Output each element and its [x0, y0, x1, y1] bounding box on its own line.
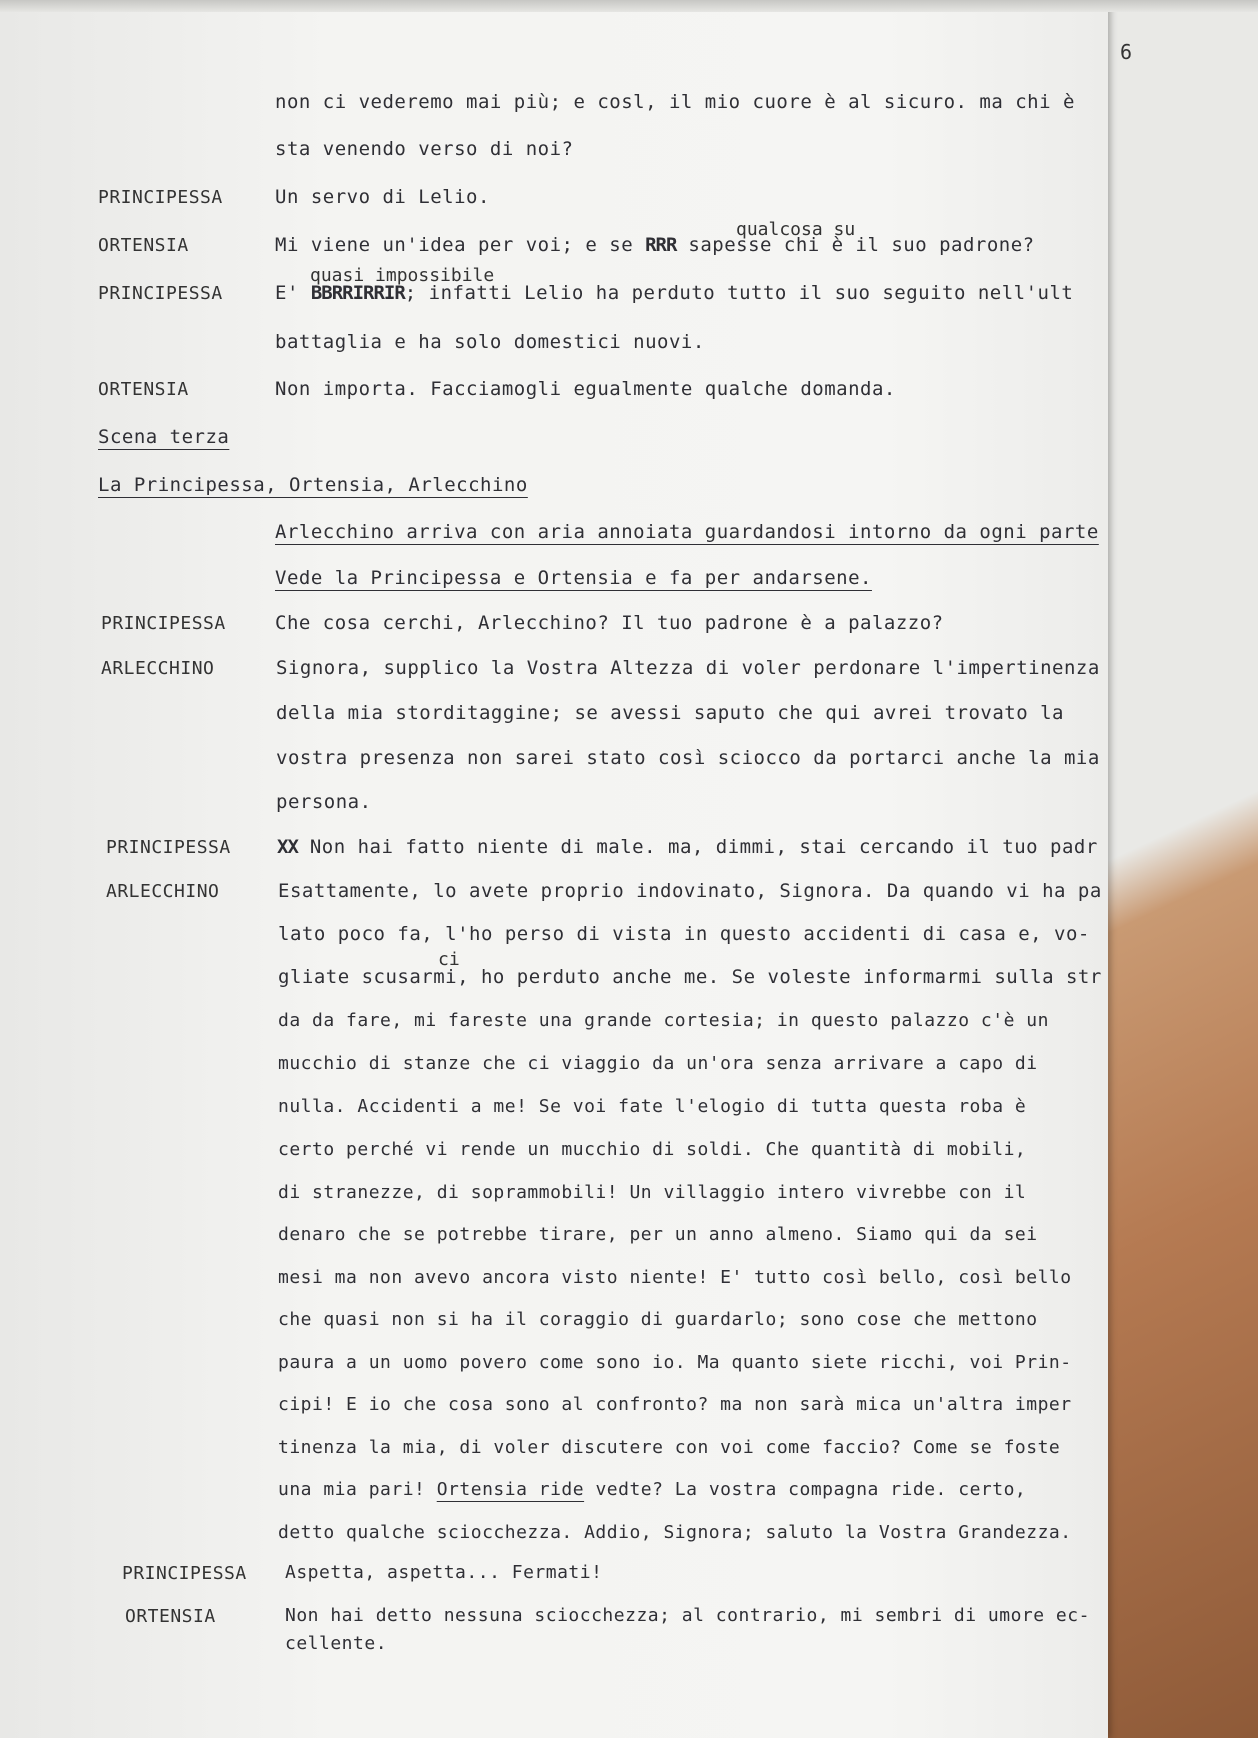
script-line: detto qualche sciocchezza. Addio, Signora; saluto la Vostra Grandezza.: [278, 1522, 1072, 1543]
speaker-name: PRINCIPESSA: [106, 837, 231, 858]
script-line: E' BBRRIRRIR; infatti Lelio ha perduto tutto il suo seguito nell'ult: [275, 282, 1074, 304]
handwritten-insertion: quasi impossibile: [310, 265, 495, 286]
script-line: che quasi non si ha il coraggio di guardarlo; sono cose che mettono: [278, 1309, 1038, 1330]
speaker-name: ORTENSIA: [125, 1606, 216, 1627]
speaker-name: ORTENSIA: [98, 235, 189, 256]
struck-text: RRR: [645, 234, 677, 256]
script-line: da da fare, mi fareste una grande cortesia; in questo palazzo c'è un: [278, 1010, 1049, 1031]
page-number: 6: [1120, 40, 1133, 64]
script-line: Non importa. Facciamogli egualmente qualche domanda.: [275, 378, 896, 400]
script-line: della mia storditaggine; se avessi saputo che qui avrei trovato la: [276, 702, 1064, 724]
scene-heading: Scena terza: [98, 426, 230, 448]
script-line: certo perché vi rende un mucchio di soldi. Che quantità di mobili,: [278, 1139, 1027, 1160]
script-line: lato poco fa, l'ho perso di vista in questo accidenti di casa e, vo-: [278, 923, 1090, 945]
handwritten-insertion: ci: [438, 949, 460, 970]
speaker-name: PRINCIPESSA: [98, 187, 223, 208]
script-line: Esattamente, lo avete proprio indovinato, Signora. Da quando vi ha pa: [278, 880, 1102, 902]
struck-text: BBRRIRRIR: [310, 282, 405, 304]
script-line: persona.: [276, 791, 372, 813]
script-line: denaro che se potrebbe tirare, per un anno almeno. Siamo qui da sei: [278, 1224, 1038, 1245]
stage-direction: Vede la Principessa e Ortensia e fa per andarsene.: [275, 567, 872, 589]
script-line: Un servo di Lelio.: [275, 186, 490, 208]
struck-text: XX: [277, 836, 298, 858]
script-line: Che cosa cerchi, Arlecchino? Il tuo padrone è a palazzo?: [275, 612, 944, 634]
script-line: di stranezze, di soprammobili! Un villaggio intero vivrebbe con il: [278, 1182, 1027, 1203]
speaker-name: PRINCIPESSA: [101, 613, 226, 634]
script-line: Mi viene un'idea per voi; e se RRR sapesse chi è il suo padrone?: [275, 234, 1035, 256]
script-line: paura a un uomo povero come sono io. Ma quanto siete ricchi, voi Prin-: [278, 1352, 1072, 1373]
speaker-name: PRINCIPESSA: [122, 1563, 247, 1584]
script-line: XX Non hai fatto niente di male. ma, dimmi, stai cercando il tuo padr: [277, 836, 1098, 858]
script-line: battaglia e ha solo domestici nuovi.: [275, 331, 705, 353]
page-top-edge: [0, 0, 1258, 12]
script-line: mesi ma non avevo ancora visto niente! E' tutto così bello, così bello: [278, 1267, 1072, 1288]
underlined-stage-direction: Ortensia ride: [436, 1479, 585, 1500]
script-line: Non hai detto nessuna sciocchezza; al contrario, mi sembri di umore ec-: [285, 1605, 1090, 1626]
script-line: vostra presenza non sarei stato così sciocco da portarci anche la mia: [276, 747, 1100, 769]
script-line: gliate scusarmi, ho perduto anche me. Se voleste informarmi sulla str: [278, 966, 1102, 988]
script-line: non ci vederemo mai più; e cosl, il mio cuore è al sicuro. ma chi è: [275, 91, 1075, 113]
script-line: cellente.: [285, 1633, 388, 1654]
stage-direction: Arlecchino arriva con aria annoiata guardandosi intorno da ogni parte: [275, 521, 1099, 543]
speaker-name: ORTENSIA: [98, 379, 189, 400]
script-line: nulla. Accidenti a me! Se voi fate l'elogio di tutta questa roba è: [278, 1096, 1027, 1117]
script-line: sta venendo verso di noi?: [275, 138, 574, 160]
script-line: Aspetta, aspetta... Fermati!: [285, 1562, 603, 1583]
speaker-name: ARLECCHINO: [106, 881, 220, 902]
script-line: tinenza la mia, di voler discutere con voi come faccio? Come se foste: [278, 1437, 1061, 1458]
script-line: una mia pari! Ortensia ride vedte? La vostra compagna ride. certo,: [278, 1479, 1027, 1500]
speaker-name: PRINCIPESSA: [98, 283, 223, 304]
handwritten-insertion: qualcosa su: [736, 219, 856, 240]
script-line: mucchio di stanze che ci viaggio da un'ora senza arrivare a capo di: [278, 1053, 1038, 1074]
script-line: Signora, supplico la Vostra Altezza di voler perdonare l'impertinenza: [276, 657, 1100, 679]
script-line: cipi! E io che cosa sono al confronto? ma non sarà mica un'altra imper: [278, 1394, 1072, 1415]
speaker-name: ARLECCHINO: [101, 658, 215, 679]
scene-characters: La Principessa, Ortensia, Arlecchino: [98, 474, 528, 496]
